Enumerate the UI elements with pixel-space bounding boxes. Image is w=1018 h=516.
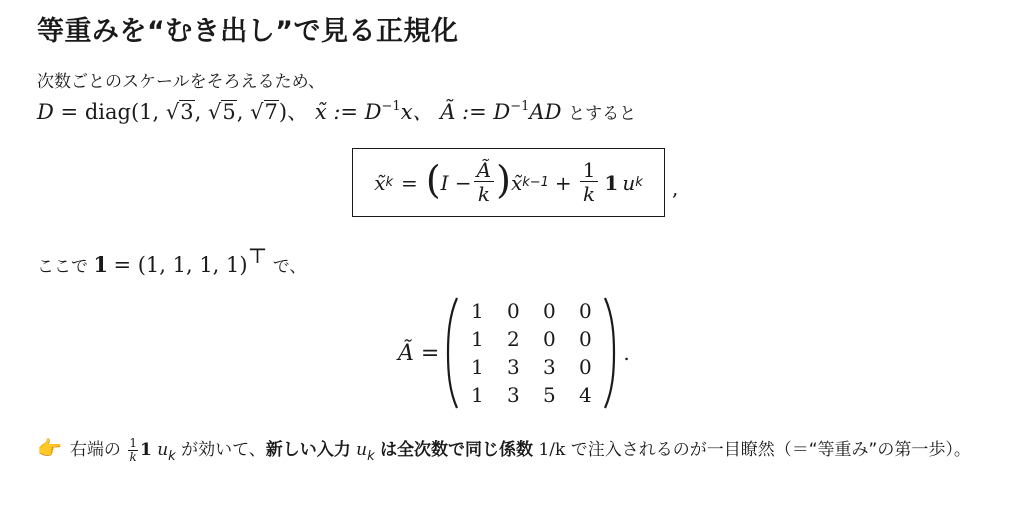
u-symbol: u (622, 170, 636, 195)
ones-vector-definition (37, 244, 306, 277)
diag-open: diag(1, (84, 100, 160, 124)
one-over-k: $\frac{1}{k}$ (580, 159, 599, 206)
matrix-body (459, 297, 603, 409)
inverse-sup-2: −1 (510, 99, 530, 114)
x-prev: x̃ (510, 170, 523, 195)
u-sub-k: k (635, 175, 643, 190)
page-title: 等重みを“むき出し”で見る正規化 (37, 16, 459, 47)
matrix-equation (398, 296, 630, 410)
sqrt-7: √7 (250, 100, 278, 124)
definition-tail: とすると (568, 104, 637, 124)
left-paren: ( (425, 157, 441, 202)
foot-ones: 1 (139, 440, 152, 460)
foot-one-over-k: $\frac{1}{k}$ (129, 435, 137, 464)
ones-value: = (1, 1, 1, 1) (113, 253, 248, 277)
matrix-cell: 1 (470, 327, 484, 351)
matrix-cell: 0 (578, 355, 592, 379)
foot-u: u (157, 440, 169, 460)
matrix-period: . (623, 341, 630, 365)
x-tilde: x̃ (374, 170, 386, 195)
pointing-hand-icon: 👉 (37, 436, 62, 460)
foot-part3: で注入されるのが一目瞭然（＝“等重み”の第一歩）。 (570, 440, 971, 460)
foot-part1: 右端の (69, 440, 121, 460)
inverse-sup-1: −1 (381, 99, 401, 114)
foot-bold-all: は全次数で同じ係数 (380, 440, 534, 460)
matrix-cell: 3 (506, 383, 520, 407)
right-paren: ) (496, 157, 511, 202)
diag-close: )、 (278, 100, 309, 124)
definition-line: D = diag(1, √3, √5, √7)、 x̃ := $D^{-1}x$、 Ã := $D^{-1}AD$ とすると (37, 99, 637, 124)
right-bracket (603, 296, 617, 410)
matrix-cell: 1 (470, 383, 484, 407)
ones-vector: 1 (604, 170, 619, 195)
foot-coef: 1/k (538, 440, 566, 460)
eq-sign: = (60, 100, 79, 124)
transpose-sup: ⊤ (247, 244, 268, 268)
matrix-cell: 0 (542, 299, 556, 323)
foot-u-sub: k (168, 449, 176, 464)
left-bracket (445, 296, 459, 410)
foot-part2: が効いて、 (181, 440, 266, 460)
matrix-cell: 4 (578, 383, 592, 407)
foot-u2: u (356, 440, 368, 460)
matrix-cell: 1 (470, 355, 484, 379)
a-def: Ã := D (440, 100, 511, 124)
matrix-cell: 2 (506, 327, 520, 351)
boxed-eq: = (401, 170, 418, 195)
matrix-cell: 1 (470, 299, 484, 323)
sqrt-5: √5 (208, 100, 236, 124)
matrix-lhs: Ã = (398, 340, 440, 366)
matrix-cell: 0 (578, 327, 592, 351)
matrix-cell: 0 (578, 299, 592, 323)
plus-sign: + (554, 170, 572, 195)
boxed-equation (352, 148, 665, 217)
bold-one: 1 (93, 252, 109, 277)
a-over-k: $\frac{Ã}{k}$ (474, 159, 494, 206)
matrix-cell: 3 (506, 355, 520, 379)
x-def: x̃ := D (314, 100, 382, 124)
sub-k-minus-1: k−1 (522, 175, 549, 190)
matrix-cell: 5 (542, 383, 556, 407)
identity-minus: I − (440, 170, 472, 195)
footnote (37, 432, 997, 473)
here-prefix: ここで (37, 257, 88, 277)
foot-bold-new: 新しい入力 (265, 440, 351, 460)
matrix-cell: 0 (506, 299, 520, 323)
intro-text: 次数ごとのスケールをそろえるため、 (37, 72, 325, 92)
d-symbol: D (37, 100, 54, 124)
x-symbol: x、 (400, 100, 434, 124)
matrix-cell: 3 (542, 355, 556, 379)
matrix-cell: 0 (542, 327, 556, 351)
foot-u2-sub: k (367, 449, 375, 464)
boxed-trailing-comma: , (672, 176, 679, 200)
ad-symbol: AD (529, 100, 562, 124)
sub-k: k (385, 175, 394, 190)
sqrt-3: √3 (165, 100, 194, 124)
here-suffix: で、 (272, 257, 307, 277)
